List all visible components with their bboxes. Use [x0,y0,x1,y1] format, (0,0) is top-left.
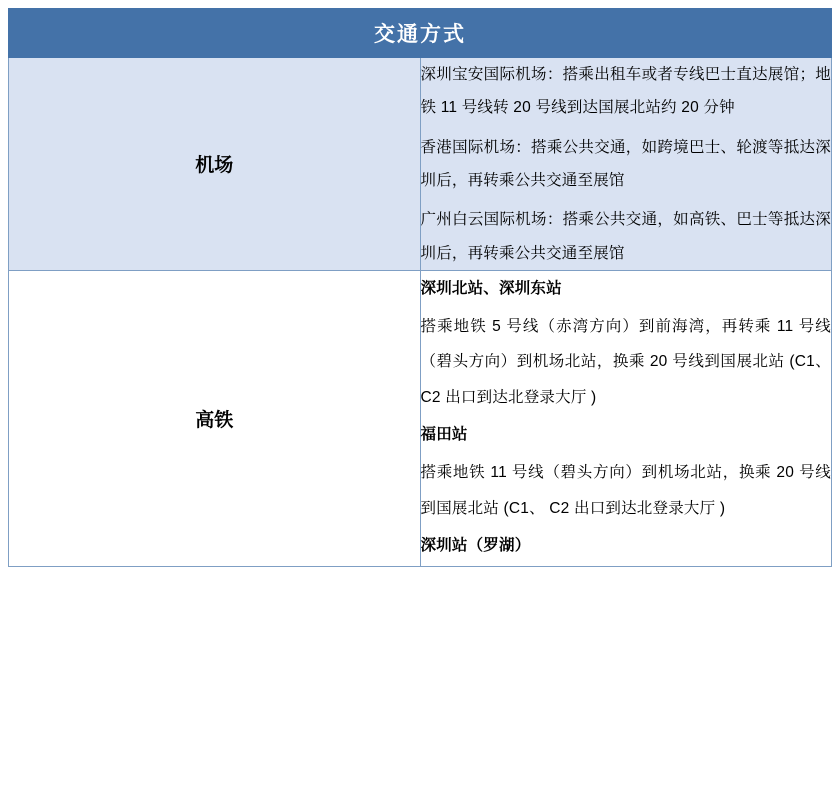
paragraph: 搭乘地铁 5 号线（赤湾方向）到前海湾，再转乘 11 号线（碧头方向）到机场北站，换乘 20 号线到国展北站 (C1、 C2 出口到达北登录大厅 ) [420,317,831,406]
table-row [9,58,832,271]
paragraph: 广州白云国际机场：搭乘公共交通，如高铁、巴士等抵达深圳后，再转乘公共交通至展馆 [420,211,831,262]
paragraph: 搭乘地铁 11 号线（碧头方向）到机场北站，换乘 20 号线到国展北站 (C1、 C2 出口到达北登录大厅 ) [420,464,831,517]
transport-table [8,8,832,567]
paragraph: 深圳宝安国际机场：搭乘出租车或者专线巴士直达展馆；地铁 11 号线转 20 号线到达国展北站约 20 分钟 [420,66,831,117]
table-row [9,270,832,566]
row-content-airport [420,58,832,271]
paragraph-heading: 深圳北站、深圳东站 [420,279,562,297]
paragraph-heading: 深圳站（罗湖） [420,537,531,555]
table-title: 交通方式 [9,9,832,58]
paragraph: 香港国际机场：搭乘公共交通，如跨境巴士、轮渡等抵达深圳后，再转乘公共交通至展馆 [420,138,831,189]
row-label-airport: 机场 [9,58,421,271]
row-content-rail [420,270,832,566]
table-header-row [9,9,832,58]
page-right-margin [834,0,840,802]
row-label-rail: 高铁 [9,270,421,566]
paragraph-heading: 福田站 [420,426,468,444]
